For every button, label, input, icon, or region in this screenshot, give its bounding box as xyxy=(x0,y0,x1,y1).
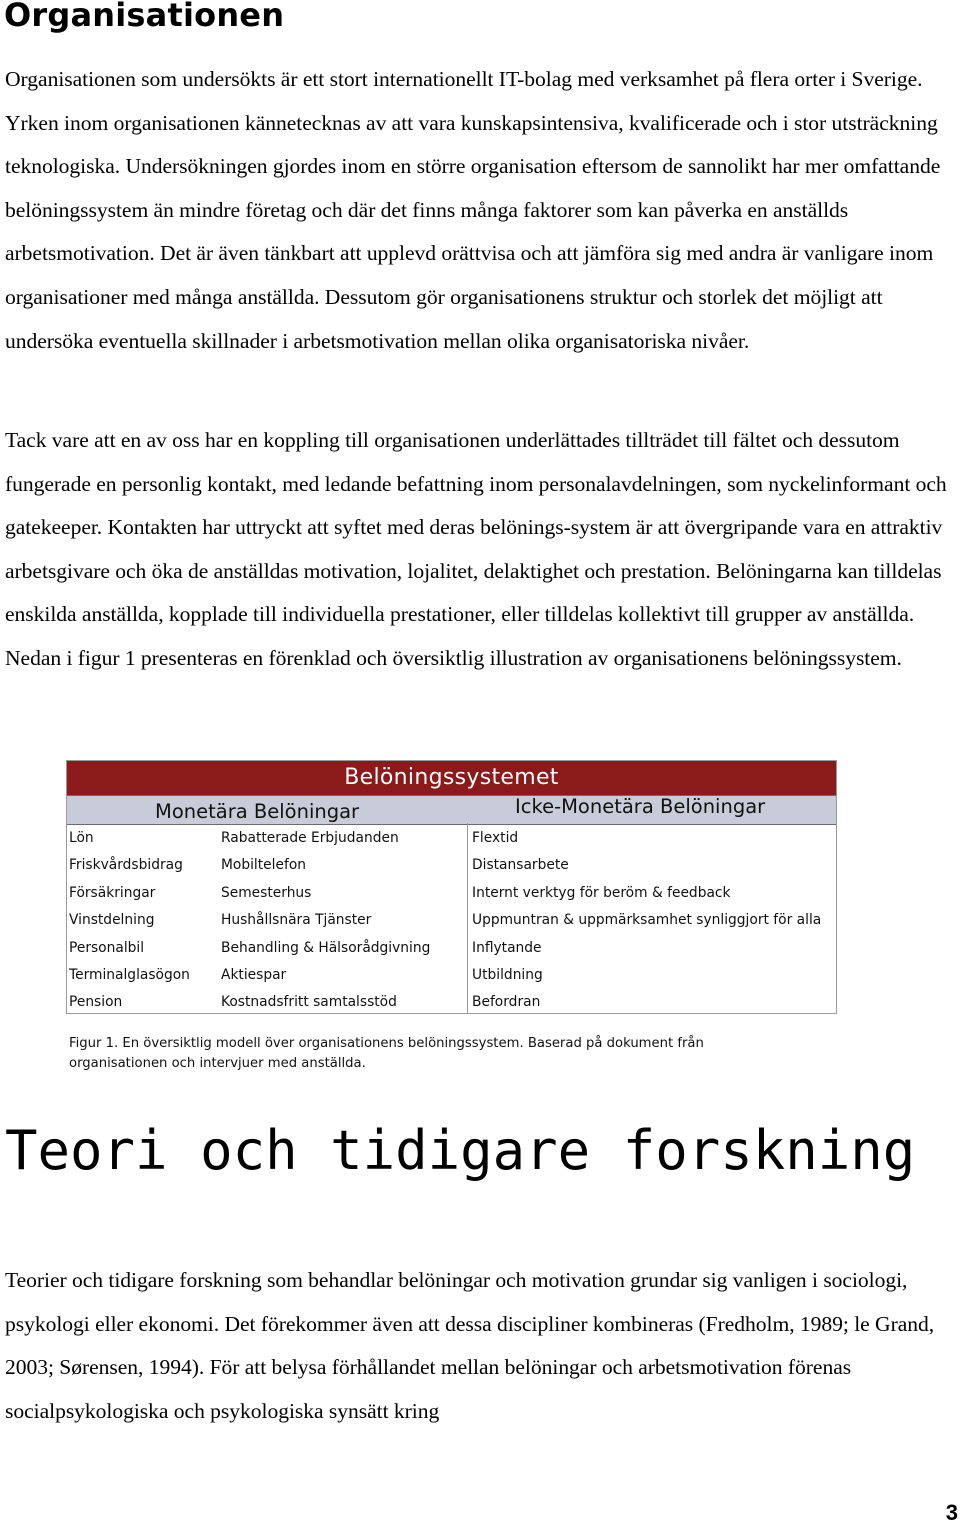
page-number: 3 xyxy=(945,1500,958,1525)
monetary-item: Hushållsnära Tjänster xyxy=(221,912,372,929)
monetary-item: Pension xyxy=(69,994,123,1011)
monetary-item: Aktiespar xyxy=(221,966,287,983)
monetary-item: Mobiltelefon xyxy=(221,857,307,874)
section-heading: Organisationen xyxy=(4,0,285,34)
non-monetary-item: Distansarbete xyxy=(472,857,569,874)
paragraph-organisation: Organisationen som undersökts är ett stort internationellt IT-bolag med verksamhet på flera orter i Sverige. Yrken inom organisationen kännetecknas av att vara kunskapsintensiva, kvalificerade och i stor utsträckning teknologiska. Undersökningen gjordes inom en större organisation eftersom de sannolikt har mer omfattande belöningssystem än mindre företag och där det finns många faktorer som kan påverka en anställds arbetsmotivation. Det är även tänkbart att upplevd orättvisa och att jämföra sig med andra är vanligare inom organisationer med många anställda. Dessutom gör organisationens struktur och storlek det möjligt att undersöka eventuella skillnader i arbetsmotivation mellan olika organisatoriska nivåer. xyxy=(5,67,941,353)
figure-title: Belöningssystemet xyxy=(67,761,836,795)
table-row xyxy=(67,962,836,989)
monetary-item: Vinstdelning xyxy=(69,912,155,929)
non-monetary-rewards-header: Icke-Monetära Belöningar xyxy=(515,795,766,818)
table-row xyxy=(67,935,836,962)
paragraph-theory: Teorier och tidigare forskning som behandlar belöningar och motivation grundar sig vanligen i sociologi, psykologi eller ekonomi. Det förekommer även att dessa discipliner kombineras (Fredholm, 1989; le Grand, 2003; Sørensen, 1994). För att belysa förhållandet mellan belöningar och arbetsmotivation förenas socialpsykologiska och psykologiska synsätt kring xyxy=(5,1268,935,1423)
table-row xyxy=(67,880,836,907)
monetary-rewards-header: Monetära Belöningar xyxy=(155,800,360,823)
table-row xyxy=(67,907,836,934)
monetary-item: Lön xyxy=(69,830,94,846)
non-monetary-item: Inflytande xyxy=(472,939,542,956)
monetary-item: Semesterhus xyxy=(221,884,312,901)
table-row xyxy=(67,989,836,1016)
table-row xyxy=(67,852,836,879)
monetary-item: Försäkringar xyxy=(69,884,156,901)
non-monetary-item: Utbildning xyxy=(472,966,543,983)
chapter-heading: Teori och tidigare forskning xyxy=(5,1119,916,1182)
figure-caption: Figur 1. En översiktlig modell över organisationens belöningssystem. Baserad på dokument från organisationen och intervjuer med anställda. xyxy=(69,1036,704,1071)
monetary-item: Personalbil xyxy=(69,939,145,956)
monetary-item: Kostnadsfritt samtalsstöd xyxy=(221,994,397,1011)
paragraph-access: Tack vare att en av oss har en koppling till organisationen underlättades tillträdet till fältet och dessutom fungerade en personlig kontakt, med ledande befattning inom personalavdelningen, som nyckelinformant och gatekeeper. Kontakten har uttryckt att syftet med deras belönings-system är att övergripande vara en attraktiv arbetsgivare och öka de anställdas motivation, lojalitet, delaktighet och prestation. Belöningarna kan tilldelas enskilda anställda, kopplade till individuella prestationer, eller tilldelas kollektivt till grupper av anställda. Nedan i figur 1 presenteras en förenklad och översiktlig illustration av organisationens belöningssystem. xyxy=(5,428,947,670)
monetary-item: Behandling & Hälsorådgivning xyxy=(221,939,431,956)
monetary-item: Terminalglasögon xyxy=(69,966,190,983)
non-monetary-item: Uppmuntran & uppmärksamhet synliggjort för alla xyxy=(472,912,822,929)
monetary-item: Rabatterade Erbjudanden xyxy=(221,830,399,846)
table-row xyxy=(67,825,836,852)
figure-subheader xyxy=(67,795,836,825)
non-monetary-item: Internt verktyg för beröm & feedback xyxy=(472,884,731,901)
reward-system-figure xyxy=(66,760,837,1014)
non-monetary-item: Flextid xyxy=(472,830,519,846)
non-monetary-item: Befordran xyxy=(472,994,541,1011)
monetary-item: Friskvårdsbidrag xyxy=(69,857,183,874)
